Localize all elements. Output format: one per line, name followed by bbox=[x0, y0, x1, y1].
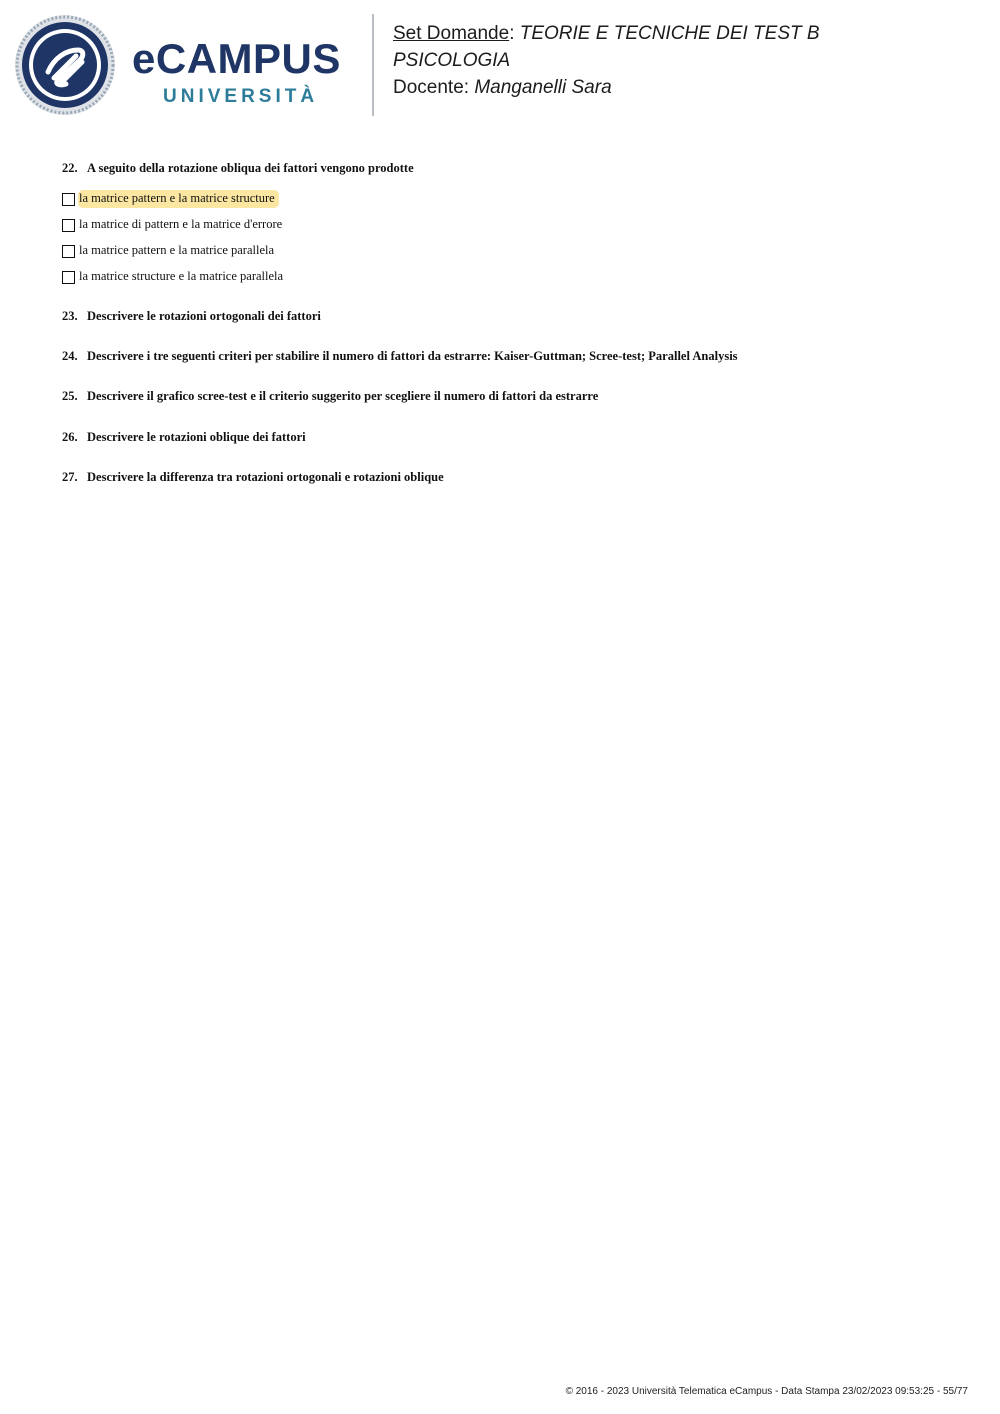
brand-subtitle: UNIVERSITÀ bbox=[163, 86, 319, 107]
page-header bbox=[0, 0, 1000, 130]
page-footer: © 2016 - 2023 Università Telematica eCampus - Data Stampa 23/02/2023 09:53:25 - 55/77 bbox=[565, 1386, 968, 1397]
set-title: TEORIE E TECNICHE DEI TEST B bbox=[519, 23, 820, 44]
question-number: 23. bbox=[62, 309, 78, 323]
answer-option-4[interactable] bbox=[62, 264, 287, 290]
option-text: la matrice pattern e la matrice parallela bbox=[79, 243, 275, 257]
question-text: Descrivere la differenza tra rotazioni ortogonali e rotazioni oblique bbox=[87, 470, 444, 484]
docente-row bbox=[393, 74, 983, 101]
answer-option-1[interactable] bbox=[62, 186, 287, 212]
docente-name: Manganelli Sara bbox=[474, 77, 612, 98]
question-number: 22. bbox=[62, 161, 78, 175]
header-info bbox=[393, 20, 983, 101]
header-divider bbox=[372, 14, 374, 116]
question-text: Descrivere le rotazioni oblique dei fattori bbox=[87, 430, 306, 444]
answer-option-2[interactable] bbox=[62, 212, 287, 238]
question-number: 25. bbox=[62, 389, 78, 403]
question-23 bbox=[62, 308, 321, 324]
checkbox[interactable] bbox=[62, 193, 75, 206]
question-24 bbox=[62, 348, 738, 364]
question-number: 26. bbox=[62, 430, 78, 444]
question-26 bbox=[62, 429, 306, 445]
question-number: 27. bbox=[62, 470, 78, 484]
university-seal-logo bbox=[14, 14, 116, 116]
question-text: Descrivere il grafico scree-test e il criterio suggerito per scegliere il numero di fattori da estrarre bbox=[87, 389, 599, 403]
question-text: Descrivere i tre seguenti criteri per stabilire il numero di fattori da estrarre: Kaiser-Guttman; Scree-test; Parallel Analysis bbox=[87, 349, 738, 363]
question-text: Descrivere le rotazioni ortogonali dei fattori bbox=[87, 309, 321, 323]
set-label: Set Domande bbox=[393, 23, 510, 44]
question-25 bbox=[62, 388, 598, 404]
checkbox[interactable] bbox=[62, 245, 75, 258]
question-number: 24. bbox=[62, 349, 78, 363]
option-text: la matrice structure e la matrice parallela bbox=[79, 269, 284, 283]
question-text: A seguito della rotazione obliqua dei fattori vengono prodotte bbox=[87, 161, 414, 175]
checkbox[interactable] bbox=[62, 219, 75, 232]
set-label-colon: : bbox=[509, 23, 520, 44]
brand-name: eCAMPUS bbox=[132, 35, 341, 82]
answer-options bbox=[62, 186, 287, 290]
set-title-row bbox=[393, 20, 983, 47]
question-27 bbox=[62, 469, 444, 485]
docente-label: Docente: bbox=[393, 77, 470, 98]
option-text-highlighted: la matrice pattern e la matrice structure bbox=[78, 190, 279, 208]
question-22 bbox=[62, 160, 414, 176]
answer-option-3[interactable] bbox=[62, 238, 287, 264]
set-title-line2: PSICOLOGIA bbox=[393, 50, 511, 71]
checkbox[interactable] bbox=[62, 271, 75, 284]
option-text: la matrice di pattern e la matrice d'errore bbox=[79, 217, 283, 231]
